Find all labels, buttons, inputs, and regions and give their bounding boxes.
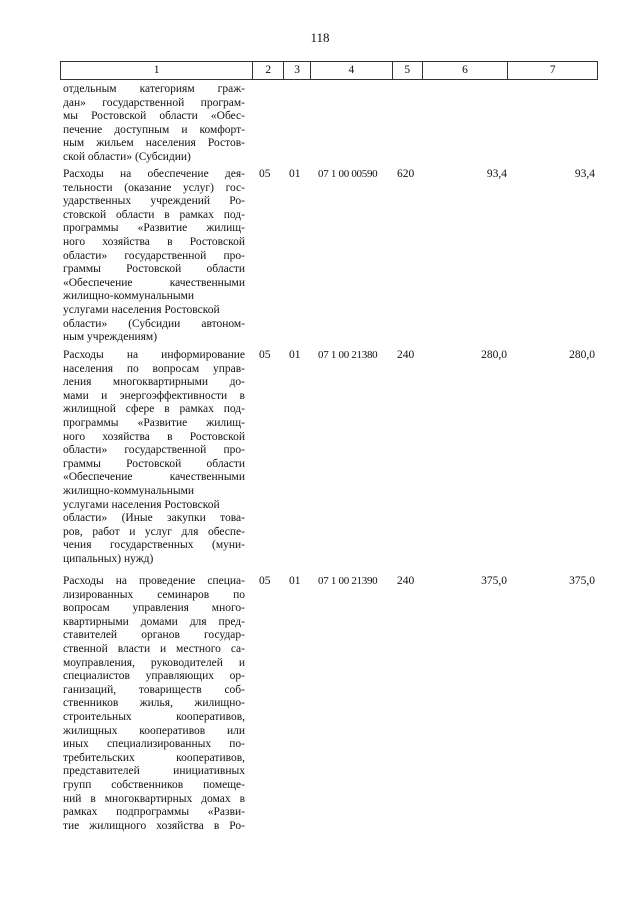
amount-col-7: 375,0 [569, 575, 595, 587]
desc-line: ударственных учреждений Ро- [63, 195, 245, 208]
desc-line: дан» государственной програм- [63, 96, 245, 109]
desc-line: области» (Иные закупки това- [63, 512, 245, 525]
amount-col-7: 93,4 [574, 168, 595, 180]
amount-col-6: 93,4 [486, 168, 507, 180]
page-number: 118 [310, 30, 330, 45]
row-description [63, 575, 245, 833]
desc-line: лизированных семинаров по [63, 588, 245, 601]
desc-line: ным жильем населения Ростов- [63, 137, 245, 150]
desc-line: ской области» (Субсидии) [63, 150, 191, 163]
desc-line: области» (Субсидии автоном- [63, 317, 245, 330]
desc-line: квартирными домами для пред- [63, 615, 245, 628]
desc-line: «Обеспечение качественными [63, 276, 245, 289]
desc-line: моуправления, руководителей и [63, 656, 245, 669]
desc-line: граммы Ростовской области [63, 457, 245, 470]
section-code: 05 [259, 575, 271, 587]
desc-line: ного хозяйства в Ростовской [63, 430, 245, 443]
desc-line: стовской области в рамках под- [63, 208, 245, 221]
desc-line: Расходы на информирование [63, 349, 245, 361]
desc-line: жилищно-коммунальными [63, 484, 195, 497]
target-article-code: 07 1 00 21390 [318, 575, 378, 587]
desc-line: вопросам управления много- [63, 602, 245, 615]
header-col-1: 1 [61, 62, 253, 79]
desc-line: ципальных) нужд) [63, 552, 154, 565]
desc-line: групп собственников помеще- [63, 778, 245, 791]
desc-line: печение доступным и комфорт- [63, 123, 245, 136]
desc-line: Расходы на проведение специа- [63, 575, 245, 587]
desc-line: услугами населения Ростовской [63, 498, 220, 511]
desc-line: области» государственной про- [63, 249, 245, 262]
header-col-5: 5 [393, 62, 423, 79]
desc-line: Расходы на обеспечение дея- [63, 168, 245, 180]
desc-line: мы Ростовской области «Обес- [63, 110, 245, 123]
desc-line: ного хозяйства в Ростовской [63, 235, 245, 248]
desc-line: рамках подпрограммы «Разви- [63, 806, 245, 819]
row-description [63, 168, 245, 345]
desc-line: ственной власти и местного са- [63, 642, 245, 655]
row-description [63, 349, 245, 567]
amount-col-7: 280,0 [569, 349, 595, 361]
desc-line: ний в многоквартирных домах в [63, 792, 245, 805]
header-col-7: 7 [549, 64, 556, 76]
desc-line: специалистов управляющих ор- [63, 670, 245, 683]
desc-line: населения по вопросам управ- [63, 362, 245, 375]
desc-line: ления многоквартирными до- [63, 376, 245, 389]
header-col-6: 6 [423, 62, 509, 79]
desc-line: программы «Развитие жилищ- [63, 416, 245, 429]
desc-line: требительских кооперативов, [63, 751, 245, 764]
expense-type-code: 240 [397, 575, 415, 587]
section-code: 05 [259, 168, 271, 180]
desc-line: представителей инициативных [63, 765, 245, 778]
desc-line: ным учреждениям) [63, 331, 158, 344]
row-description [63, 83, 245, 165]
header-col-2: 2 [253, 62, 284, 79]
header-col-3: 3 [284, 62, 311, 79]
desc-line: ганизаций, товариществ соб- [63, 683, 245, 696]
desc-line: ров, работ и услуг для обеспе- [63, 525, 245, 538]
subsection-code: 01 [289, 575, 301, 587]
header-col-4: 4 [311, 62, 393, 79]
subsection-code: 01 [289, 349, 301, 361]
desc-line: жилищной сфере в рамках под- [63, 403, 245, 416]
desc-line: отдельным категориям граж- [63, 83, 245, 95]
section-code: 05 [259, 349, 271, 361]
desc-line: жилищных кооперативов или [63, 724, 245, 737]
amount-col-6: 375,0 [481, 575, 507, 587]
desc-line: жилищно-коммунальными [63, 290, 195, 303]
desc-line: чения государственных (муни- [63, 539, 245, 552]
desc-line: тельности (оказание услуг) гос- [63, 181, 245, 194]
desc-line: граммы Ростовской области [63, 263, 245, 276]
desc-line: ставителей органов государ- [63, 629, 245, 642]
desc-line: «Обеспечение качественными [63, 471, 245, 484]
desc-line: тие жилищного хозяйства в Ро- [63, 819, 245, 832]
table-header-row [60, 61, 598, 80]
amount-col-6: 280,0 [481, 349, 507, 361]
desc-line: услугами населения Ростовской [63, 303, 220, 316]
expense-type-code: 240 [397, 349, 415, 361]
desc-line: ственников жилья, жилищно- [63, 697, 245, 710]
desc-line: области» государственной про- [63, 444, 245, 457]
desc-line: строительных кооперативов, [63, 710, 245, 723]
target-article-code: 07 1 00 00590 [318, 168, 378, 180]
desc-line: мами и энергоэффективности в [63, 389, 245, 402]
target-article-code: 07 1 00 21380 [318, 349, 378, 361]
desc-line: иных специализированных по- [63, 738, 245, 751]
desc-line: программы «Развитие жилищ- [63, 222, 245, 235]
expense-type-code: 620 [397, 168, 415, 180]
subsection-code: 01 [289, 168, 301, 180]
